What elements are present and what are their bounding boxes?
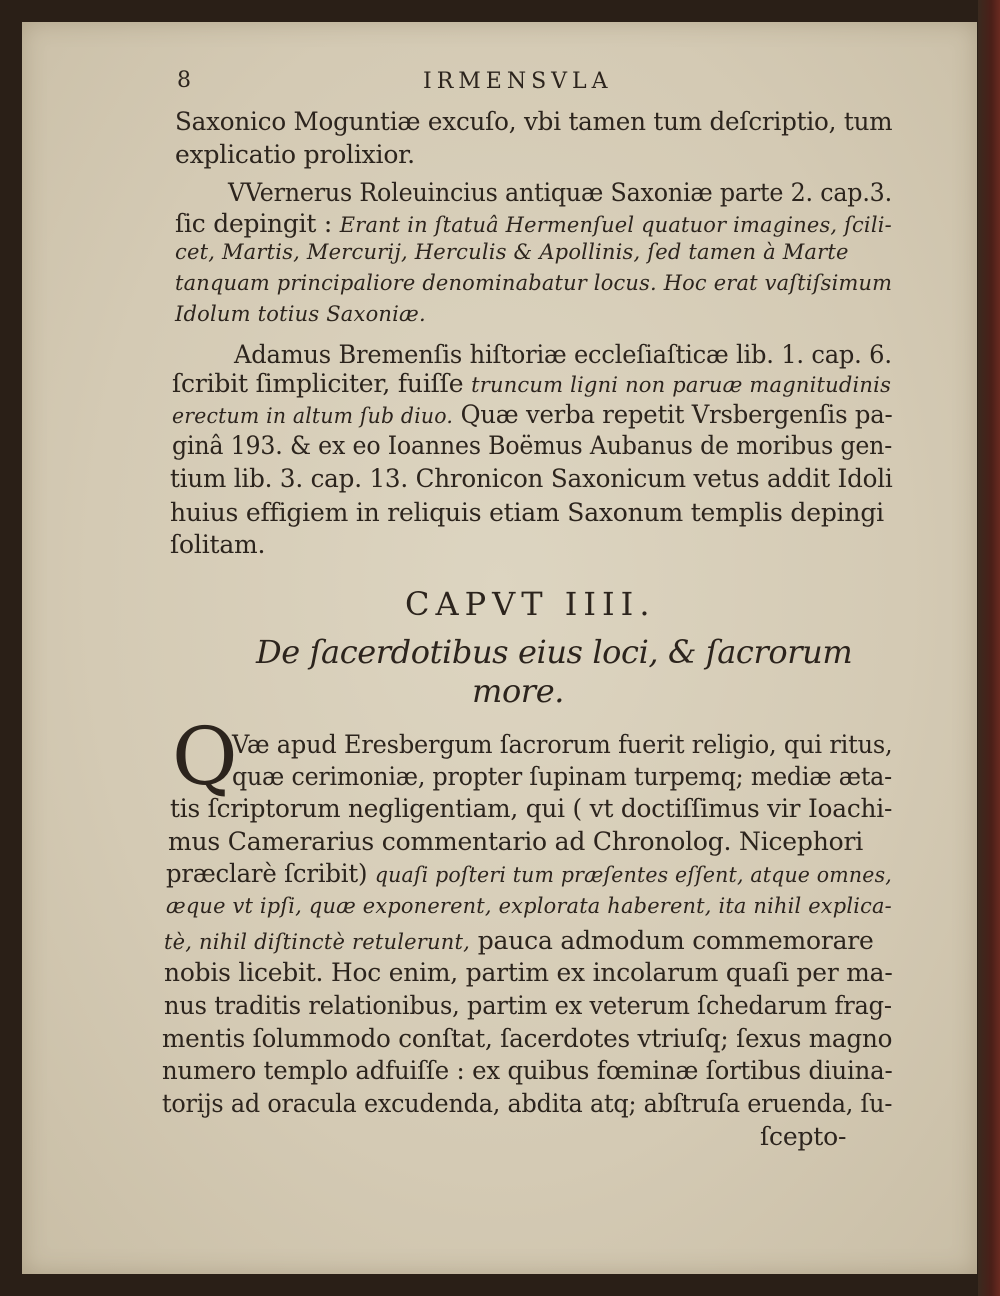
text-roman: Quæ verba repetit Vrsbergenſis pa- <box>460 400 893 429</box>
text-italic: erectum in altum ſub diuo. <box>172 404 454 428</box>
page-number: 8 <box>177 68 191 93</box>
text-line-italic: tanquam principaliore denominabatur locus. Hoc erat vaſtiſsimum <box>175 271 893 295</box>
book-spine-edge <box>978 0 1000 1296</box>
text-line <box>172 371 891 396</box>
text-line-italic: cet, Martis, Mercurij, Herculis & Apollinis, ſed tamen à Marte <box>175 240 849 264</box>
drop-cap: Q <box>172 710 238 803</box>
catchword: ſcepto- <box>760 1122 847 1151</box>
text-italic: tè, nihil diſtinctè retulerunt, <box>164 930 470 954</box>
text-line: Adamus Bremenſis hiſtoriæ eccleſiaſticæ lib. 1. cap. 6. <box>234 340 892 369</box>
text-roman: ſcribit ſimpliciter, fuiſſe <box>172 369 464 398</box>
text-roman: ſic depingit : <box>175 209 333 238</box>
text-line <box>172 402 893 427</box>
text-line: Saxonico Moguntiæ excuſo, vbi tamen tum deſcriptio, tum <box>175 107 893 136</box>
text-roman: præclarè ſcribit) <box>166 859 368 888</box>
text-line: tis ſcriptorum negligentiam, qui ( vt doctiſſimus vir Ioachi- <box>170 794 893 823</box>
text-line: quæ cerimoniæ, propter ſupinam turpemq; mediæ æta- <box>232 762 892 791</box>
text-line-italic: æque vt ipſi, quæ exponerent, explorata haberent, ita nihil explica- <box>166 894 892 918</box>
text-line <box>166 861 892 886</box>
chapter-subtitle: De ſacerdotibus eius loci, & ſacrorum <box>256 633 853 671</box>
text-line <box>175 211 892 236</box>
chapter-heading: CAPVT IIII. <box>405 585 656 623</box>
running-title: IRMENSVLA <box>423 69 613 94</box>
text-line: nus traditis relationibus, partim ex veterum ſchedarum frag- <box>164 991 892 1020</box>
text-line-italic: Idolum totius Saxoniæ. <box>175 302 426 326</box>
text-line: numero templo adfuiſſe : ex quibus fœminæ ſortibus diuina- <box>162 1056 893 1085</box>
text-line: Væ apud Eresbergum ſacrorum fuerit religio, qui ritus, <box>232 730 893 759</box>
text-line: VVernerus Roleuincius antiquæ Saxoniæ parte 2. cap.3. <box>228 178 892 207</box>
text-line: huius effigiem in reliquis etiam Saxonum templis depingi <box>170 498 884 527</box>
text-italic: truncum ligni non paruæ magnitudinis <box>471 373 892 397</box>
text-roman: pauca admodum commemorare <box>477 926 874 955</box>
text-italic: Erant in ſtatuâ Hermenſuel quatuor imagines, ſcili- <box>339 213 892 237</box>
text-line <box>164 928 874 953</box>
text-line: torijs ad oracula excudenda, abdita atq; abſtruſa eruenda, ſu- <box>162 1089 893 1118</box>
text-line: mus Camerarius commentario ad Chronolog. Nicephori <box>168 827 864 856</box>
text-line: nobis licebit. Hoc enim, partim ex incolarum quaſi per ma- <box>164 958 893 987</box>
text-line: mentis ſolummodo conſtat, ſacerdotes vtriuſq; ſexus magno <box>162 1024 893 1053</box>
text-line: explicatio prolixior. <box>175 140 415 169</box>
text-italic: quaſi poſteri tum præſentes eſſent, atque omnes, <box>374 863 892 887</box>
text-line: ſolitam. <box>170 530 266 559</box>
text-line: tium lib. 3. cap. 13. Chronicon Saxonicum vetus addit Idoli <box>170 464 893 493</box>
text-line: ginâ 193. & ex eo Ioannes Boëmus Aubanus de moribus gen- <box>172 431 893 460</box>
chapter-subtitle: more. <box>472 672 565 710</box>
